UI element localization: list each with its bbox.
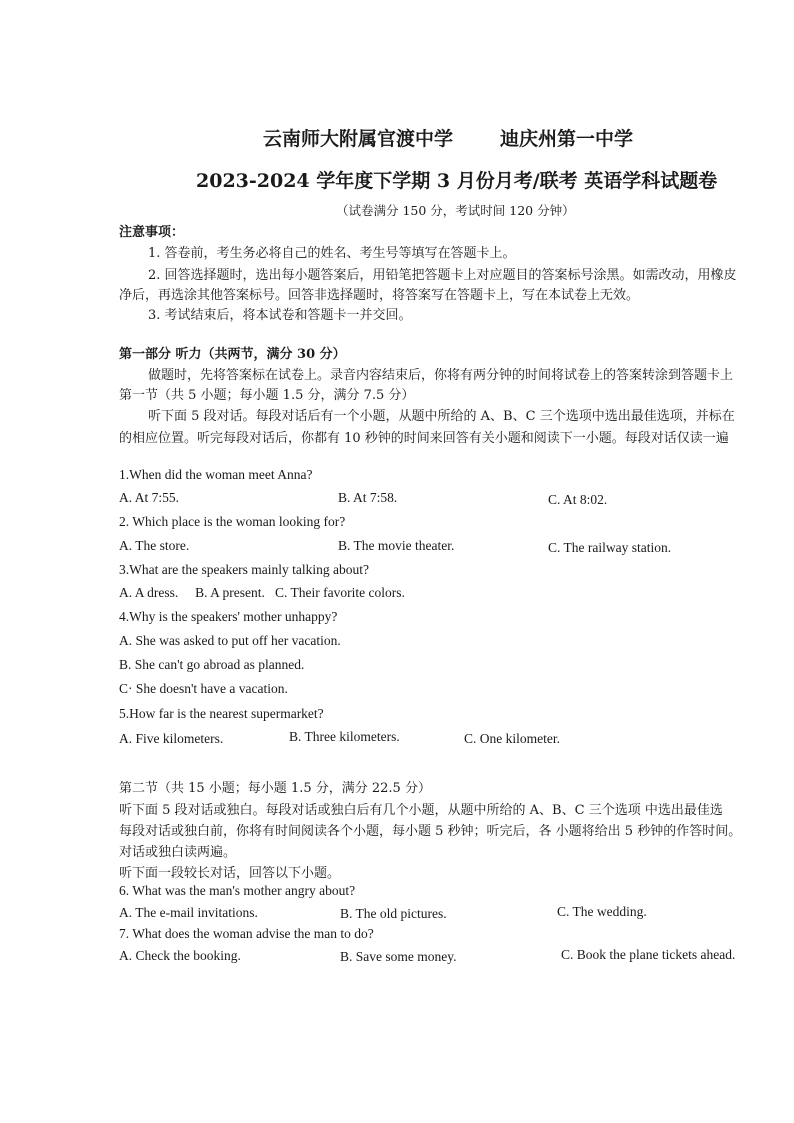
question-6-option-c: C. The wedding. [557,904,647,919]
notes-heading: 注意事项： [119,225,185,240]
section2-intro-line-2: 每段对话或独白前，你将有时间阅读各个小题，每小题 5 秒钟；听完后，各 小题将给出 5 秒钟的作答时间。 [119,824,742,839]
section2-intro-line-3: 对话或独白读两遍。 [119,845,237,860]
question-7-option-c: C. Book the plane tickets ahead. [561,947,736,962]
part1-heading: 第一部分 听力（共两节，满分 30 分） [119,347,346,362]
school-name-2: 迪庆州第一中学 [500,128,634,150]
question-2-stem: 2. Which place is the woman looking for? [119,514,346,529]
question-2-option-b: B. The movie theater. [338,538,455,553]
question-1-option-a: A. At 7:55. [119,490,180,505]
question-5-option-c: C. One kilometer. [464,731,560,746]
section1-intro-line-1: 听下面 5 段对话。每段对话后有一个小题，从题中所给的 A、B、C 三个选项中选出最佳选项，并标在 [148,409,735,424]
section1-intro-line-2: 的相应位置。听完每段对话后，你都有 10 秒钟的时间来回答有关小题和阅读下一小题。每段对话仅读一遍 [119,431,729,446]
question-5-option-a: A. Five kilometers. [119,731,224,746]
part1-intro: 做题时，先将答案标在试卷上。录音内容结束后，你将有两分钟的时间将试卷上的答案转涂到答题卡上 [148,368,734,383]
question-7-option-a: A. Check the booking. [119,948,241,963]
question-3-options: A. A dress. B. A present. C. Their favorite colors. [119,585,405,600]
question-4-option-b: B. She can't go abroad as planned. [119,657,305,672]
question-7-stem: 7. What does the woman advise the man to do? [119,926,374,941]
exam-title: 2023-2024 学年度下学期 3 月份月考/联考 英语学科试题卷 [196,170,718,192]
question-4-stem: 4.Why is the speakers' mother unhappy? [119,609,338,624]
question-5-stem: 5.How far is the nearest supermarket? [119,706,324,721]
section2-heading: 第二节（共 15 小题；每小题 1.5 分，满分 22.5 分） [119,781,431,796]
question-1-option-b: B. At 7:58. [338,490,398,505]
question-2-option-c: C. The railway station. [548,540,672,555]
section1-heading: 第一节（共 5 小题；每小题 1.5 分，满分 7.5 分） [119,388,415,403]
question-3-stem: 3.What are the speakers mainly talking about? [119,562,370,577]
school-name-1: 云南师大附属官渡中学 [263,128,454,150]
note-2-line-2: 净后，再选涂其他答案标号。回答非选择题时，将答案写在答题卡上，写在本试卷上无效。 [119,288,640,303]
question-1-stem: 1.When did the woman meet Anna? [119,467,313,482]
note-2-line-1: 2. 回答选择题时，选出每小题答案后，用铅笔把答题卡上对应题目的答案标号涂黑。如需改动，用橡皮 [148,268,737,283]
exam-subtitle: （试卷满分 150 分，考试时间 120 分钟） [336,203,575,218]
question-6-option-b: B. The old pictures. [340,906,447,921]
section2-intro-line-1: 听下面 5 段对话或独白。每段对话或独白后有几个小题，从题中所给的 A、B、C 三个选项 中选出最佳选 [119,803,723,818]
question-7-option-b: B. Save some money. [340,949,457,964]
note-1: 1. 答卷前，考生务必将自己的姓名、考生号等填写在答题卡上。 [148,246,516,261]
question-5-option-b: B. Three kilometers. [289,729,400,744]
note-3: 3. 考试结束后，将本试卷和答题卡一并交回。 [148,308,412,323]
question-4-option-c: C· She doesn't have a vacation. [119,681,288,696]
question-6-stem: 6. What was the man's mother angry about? [119,883,356,898]
question-1-option-c: C. At 8:02. [548,492,608,507]
section2-lead: 听下面一段较长对话，回答以下小题。 [119,866,341,881]
question-4-option-a: A. She was asked to put off her vacation. [119,633,341,648]
question-6-option-a: A. The e-mail invitations. [119,905,258,920]
question-2-option-a: A. The store. [119,538,190,553]
